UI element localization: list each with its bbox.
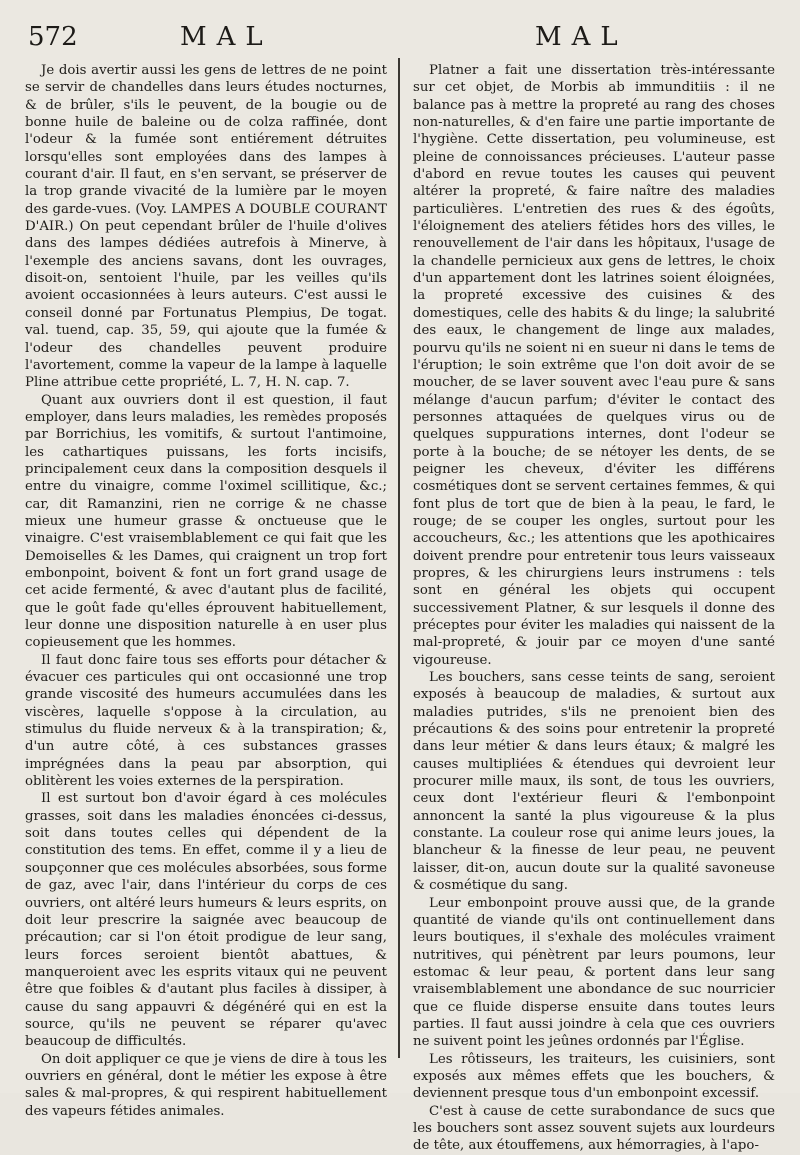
paragraph: On doit appliquer ce que je viens de dire à tous les ouvriers en général, dont le métier les expose à être sales & mal-propres, & qui respirent habituellement des vapeurs fétides animales. bbox=[25, 1051, 387, 1119]
column-divider bbox=[398, 58, 400, 1058]
running-head-right: MAL bbox=[535, 22, 628, 52]
running-head-left: MAL bbox=[180, 22, 273, 52]
paragraph: Platner a fait une dissertation très-intéressante sur cet objet, de Morbis ab immunditiis : il ne balance pas à mettre la propreté au rang des choses non-naturelles, & d'en faire une partie importante de l'hygiène. Cette dissertation, peu volumineuse, est pleine de connoissances précieuses. L'auteur passe d'abord en revue toutes les causes qui peuvent altérer la propreté, & faire naître des maladies particulières. L'entretien des rues & des égoûts, l'éloignement des ateliers fétides hors des villes, le renouvellement de l'air dans les hôpitaux, l'usage de la chandelle pernicieux aux gens de lettres, le choix d'un appartement dont les latrines soient éloignées, la propreté excessive des cuisines & des domestiques, celle des habits & du linge; la salubrité des eaux, le changement de linge aux malades, pourvu qu'ils ne soient ni en sueur ni dans le tems de l'éruption; le soin extrême que l'on doit avoir de se moucher, de se laver souvent avec l'eau pure & sans mélange d'aucun parfum; d'éviter le contact des personnes attaquées de quelques virus ou de quelques suppurations internes, dont l'odeur se porte à la bouche; de se nétoyer les dents, de se peigner les cheveux, d'éviter les différens cosmétiques dont se servent certaines femmes, & qui font plus de tort que de bien à la peau, le fard, le rouge; de se couper les ongles, surtout pour les accoucheurs, &c.; les attentions que les apothicaires doivent prendre pour entretenir tous leurs vaisseaux propres, & les chirurgiens leurs instrumens : tels sont en général les objets qui occupent successivement Platner, & sur lesquels il donne des préceptes pour éviter les maladies qui naissent de la mal-propreté, & jouir par ce moyen d'une santé vigoureuse. bbox=[413, 63, 775, 668]
page-number: 572 bbox=[28, 22, 78, 52]
paragraph: Quant aux ouvriers dont il est question, il faut employer, dans leurs maladies, les remèdes proposés par Borrichius, les vomitifs, & surtout l'antimoine, les cathartiques puissans, les forts incisifs, principalement ceux dans la composition desquels il entre du vinaigre, comme l'oximel scillitique, &c.; car, dit Ramanzini, rien ne corrige & ne chasse mieux une humeur grasse & onctueuse que le vinaigre. C'est vraisemblablement ce qui fait que les Demoiselles & les Dames, qui craignent un trop fort embonpoint, boivent & font un fort grand usage de cet acide fermenté, & avec d'autant plus de facilité, que le goût fade qu'elles éprouvent habituellement, leur donne une disposition naturelle à en user plus copieusement que les hommes. bbox=[25, 392, 387, 651]
paragraph: Je dois avertir aussi les gens de lettres de ne point se servir de chandelles dans leurs études nocturnes, & de brûler, s'ils le peuvent, de la bougie ou de bonne huile de baleine ou de colza raffinée, dont l'odeur & la fumée sont entiérement détruites lorsqu'elles sont employées dans des lampes à courant d'air. Il faut, en s'en servant, se préserver de la trop grande vivacité de la lumière par le moyen des garde-vues. (Voy. LAMPES A DOUBLE COURANT D'AIR.) On peut cependant brûler de l'huile d'olives dans des lampes dédiées autrefois à Minerve, à l'exemple des anciens savans, dont les ouvrages, disoit-on, sentoient l'huile, par les veilles qu'ils avoient occasionnées à leurs auteurs. C'est aussi le conseil donné par Fortunatus Plempius, De togat. val. tuend, cap. 35, 59, qui ajoute que la fumée & l'odeur des chandelles peuvent produire l'avortement, comme la vapeur de la lampe à laquelle Pline attribue cette propriété, L. 7, H. N. cap. 7. bbox=[25, 63, 387, 391]
paragraph: Il est surtout bon d'avoir égard à ces molécules grasses, soit dans les maladies énoncées ci-dessus, soit dans toutes celles qui dépendent de la constitution des tems. En effet, comme il y a lieu de soupçonner que ces molécules absorbées, sous forme de gaz, avec l'air, dans l'intérieur du corps de ces ouvriers, ont altéré leurs humeurs & leurs esprits, on doit leur prescrire la saignée avec beaucoup de précaution; car si l'on étoit prodigue de leur sang, leurs forces seroient bientôt abattues, & manqueroient avec les esprits vitaux qui ne peuvent être que foibles & d'autant plus faciles à dissiper, à cause du sang appauvri & dégénéré qui en est la source, qu'ils ne peuvent se réparer qu'avec beaucoup de difficultés. bbox=[25, 791, 387, 1050]
paragraph: Il faut donc faire tous ses efforts pour détacher & évacuer ces particules qui ont occasionné une trop grande viscosité des humeurs accumulées dans les viscères, laquelle s'oppose à la circulation, au stimulus du fluide nerveux & à la transpiration; &, d'un autre côté, à ces substances grasses imprégnées dans la peau par absorption, qui oblitèrent les voies externes de la perspiration. bbox=[25, 652, 387, 790]
page-header bbox=[0, 22, 800, 62]
left-column bbox=[25, 62, 387, 1119]
paragraph: Les rôtisseurs, les traiteurs, les cuisiniers, sont exposés aux mêmes effets que les bouchers, & deviennent presque tous d'un embonpoint excessif. bbox=[413, 1051, 775, 1102]
paragraph: Leur embonpoint prouve aussi que, de la grande quantité de viande qu'ils ont continuellement dans leurs boutiques, il s'exhale des molécules vraiment nutritives, qui pénètrent par leurs poumons, leur estomac & leur peau, & portent dans leur sang vraisemblablement une abondance de suc nourricier que ce fluide disperse ensuite dans toutes leurs parties. Il faut aussi joindre à cela que ces ouvriers ne suivent point les jeûnes ordonnés par l'Église. bbox=[413, 895, 775, 1050]
paragraph: Les bouchers, sans cesse teints de sang, seroient exposés à beaucoup de maladies, & surtout aux maladies putrides, s'ils ne prenoient bien des précautions & des soins pour entretenir la propreté dans leur métier & dans leurs étaux; & malgré les causes multipliées & étendues qui devroient leur procurer mille maux, ils sont, de tous les ouvriers, ceux dont l'extérieur fleuri & l'embonpoint annoncent la santé la plus vigoureuse & la plus constante. La couleur rose qui anime leurs joues, la blancheur & la finesse de leur peau, ne peuvent laisser, dit-on, aucun doute sur la qualité savoneuse & cosmétique du sang. bbox=[413, 670, 775, 894]
right-column bbox=[413, 62, 775, 1154]
paragraph: C'est à cause de cette surabondance de sucs que les bouchers sont assez souvent sujets aux lourdeurs de tête, aux étouffemens, aux hémorragies, à l'apo- bbox=[413, 1103, 775, 1154]
